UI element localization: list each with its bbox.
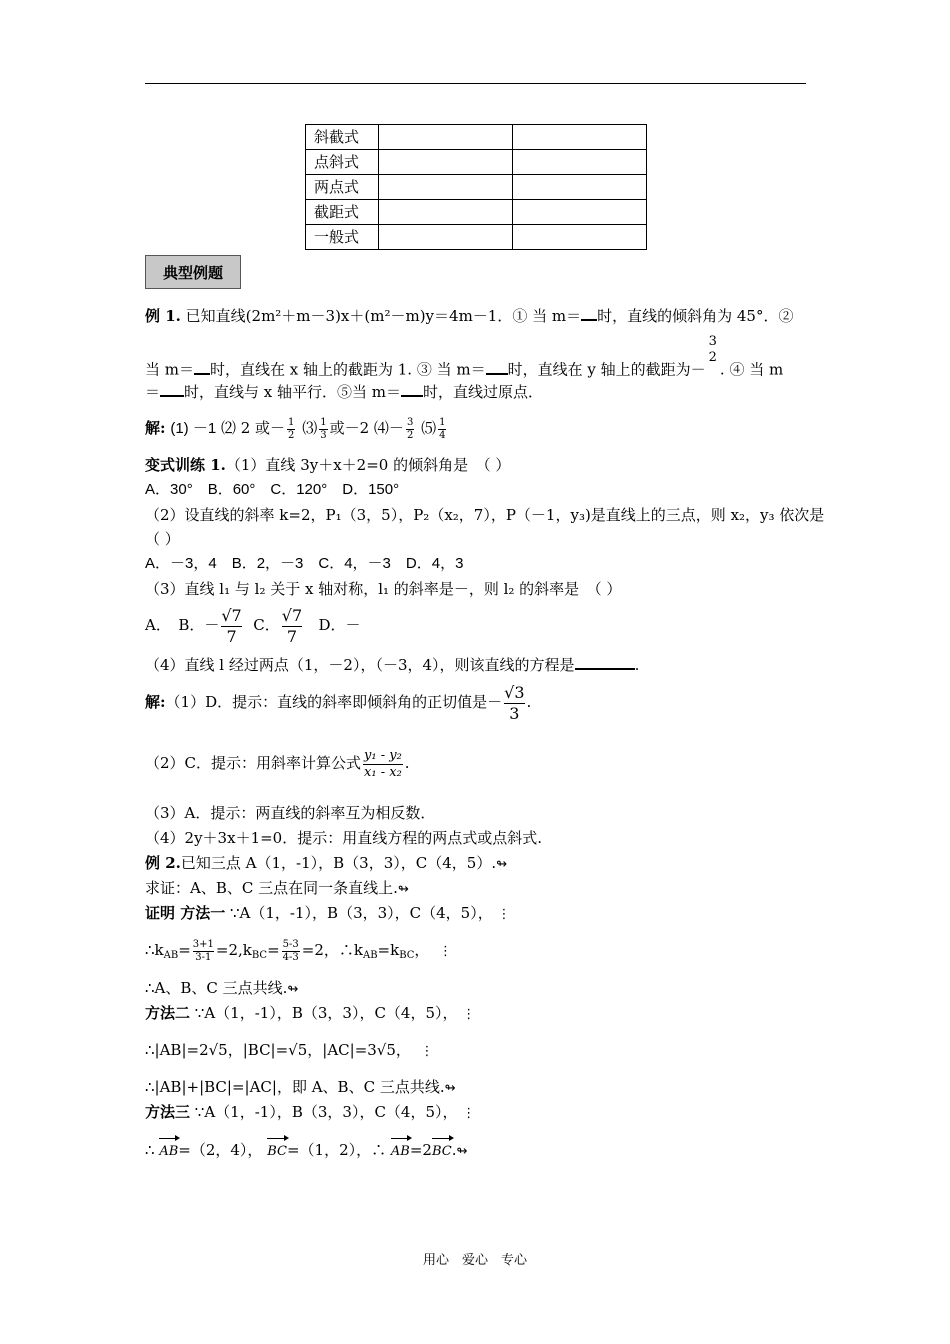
continuation-mark-icon: ⋮ xyxy=(462,1007,476,1022)
vector-calc: ∴ AB=（2，4）， BC=（1，2），∴ AB=2BC.↬ xyxy=(145,1140,467,1162)
table-cell: 两点式 xyxy=(306,175,379,200)
continuation-mark-icon: ⋮ xyxy=(438,944,452,959)
link-mark-icon: ↬ xyxy=(444,1081,456,1096)
fraction: $\frac{1}{2}$ xyxy=(288,416,295,441)
variant1-q4: （4）直线 l 经过两点（1，－2），（－3，4），则该直线的方程是 . xyxy=(145,656,640,674)
fraction: 3 2 xyxy=(708,334,717,365)
fraction: $\frac{√7}{7}$ xyxy=(281,606,303,646)
continuation-mark-icon: ⋮ xyxy=(420,1044,434,1059)
slope-calc: $\therefore k_{AB}=$ $\frac{3+1}{3-1}$ $=2,k_{BC}=$ $\frac{5-3}{4-3}$ =2，$\therefore k_{AB}=k_{BC}$， ⋮ xyxy=(145,938,452,963)
table-cell: 一般式 xyxy=(306,225,379,250)
table-row xyxy=(306,200,647,225)
collinear-conclusion2: ∴|AB|+|BC|=|AC|，即 A、B、C 三点共线.↬ xyxy=(145,1078,456,1096)
variant1-q3-options: A． B．－ $\frac{√7}{7}$ C． $\frac{√7}{7}$ D．－ xyxy=(145,606,361,646)
vector-AB: AB xyxy=(159,1142,178,1162)
fraction: $\frac{\text{y₁ - y₂}}{\text{x₁ - x₂}}$ xyxy=(364,747,402,780)
answer-blank xyxy=(194,359,210,375)
example1-line2: 当 m＝ 时，直线在 x 轴上的截距为 1. ③ 当 m＝ 时，直线在 y 轴上的截距为－ 3 2 . ④ 当 m xyxy=(145,334,784,379)
link-mark-icon: ↬ xyxy=(287,982,299,997)
proof-method1: 证明 方法一 ∵A（1，-1），B（3，3），C（4，5）， ⋮ xyxy=(145,904,511,922)
fraction: $\frac{√3}{3}$ xyxy=(504,683,525,723)
page-footer: 用心 爱心 专心 xyxy=(422,1253,527,1268)
link-mark-icon: ↬ xyxy=(496,857,507,872)
line-equation-forms-table xyxy=(305,124,647,250)
continuation-mark-icon: ⋮ xyxy=(497,907,511,922)
solution2-a4: （4）2y＋3x＋1=0．提示：用直线方程的两点式或点斜式. xyxy=(145,829,542,847)
example1-line1: 例 1. 已知直线(2m²＋m－3)x＋(m²－m)y＝4m－1．① 当 m＝ 时，直线的倾斜角为 45°．② xyxy=(145,307,794,325)
answer-blank xyxy=(575,654,635,670)
vector-BC: BC xyxy=(267,1142,287,1162)
answer-blank xyxy=(581,305,597,321)
fraction: $\frac{5-3}{4-3}$ xyxy=(282,938,299,963)
variant1-q3: （3）直线 l₁ 与 l₂ 关于 x 轴对称，l₁ 的斜率是－，则 l₂ 的斜率是 （ ） xyxy=(145,580,622,598)
collinear-conclusion1: ∴A、B、C 三点共线.↬ xyxy=(145,979,299,997)
table-row xyxy=(306,125,647,150)
continuation-mark-icon: ⋮ xyxy=(462,1106,476,1121)
example1-label: 例 1. xyxy=(145,307,181,325)
answer-blank xyxy=(401,381,423,397)
table-cell: 截距式 xyxy=(306,200,379,225)
fraction: $\frac{1}{3}$ xyxy=(320,416,327,441)
table-row xyxy=(306,175,647,200)
vector-AB: AB xyxy=(391,1142,410,1162)
answer-blank xyxy=(486,359,508,375)
header-rule xyxy=(145,83,806,84)
fraction: $\frac{3}{2}$ xyxy=(406,416,414,441)
example2-line1: 例 2.已知三点 A（1，-1），B（3，3），C（4，5）.↬ xyxy=(145,854,507,872)
fraction: $\frac{3+1}{3-1}$ xyxy=(192,938,214,963)
variant1-q1: 变式训练 1.（1）直线 3y＋x＋2=0 的倾斜角是 （ ） xyxy=(145,456,511,474)
link-mark-icon: ↬ xyxy=(456,1144,468,1159)
link-mark-icon: ↬ xyxy=(397,882,409,897)
distance-calc: ∴|AB|=2√5，|BC|=√5，|AC|=3√5， ⋮ xyxy=(145,1041,434,1059)
solution2-a1: 解:（1）D．提示：直线的斜率即倾斜角的正切值是－ $\frac{√3}{3}$ . xyxy=(145,683,532,723)
variant1-q2: （2）设直线的斜率 k=2，P₁（3，5），P₂（x₂，7），P（－1，y₃)是直线上的三点，则 x₂，y₃ 依次是 xyxy=(145,506,825,524)
table-row xyxy=(306,225,647,250)
proof-method3: 方法三 ∵A（1，-1），B（3，3），C（4，5）， ⋮ xyxy=(145,1103,476,1121)
proof-method2: 方法二 ∵A（1，-1），B（3，3），C（4，5）， ⋮ xyxy=(145,1004,476,1022)
variant1-q2-bracket: （ ） xyxy=(145,530,180,548)
answer-blank xyxy=(160,381,184,397)
variant1-q2-options: A．－3，4 B．2，－3 C．4，－3 D．4，3 xyxy=(145,555,464,572)
solution2-a2: （2）C．提示：用斜率计算公式 $\frac{\text{y₁ - y₂}}{\text{x₁ - x₂}}$ . xyxy=(145,747,410,780)
fraction: $\frac{1}{4}$ xyxy=(439,416,446,441)
table-cell: 斜截式 xyxy=(306,125,379,150)
fraction: $\frac{√7}{7}$ xyxy=(221,606,242,646)
example2-line2: 求证：A、B、C 三点在同一条直线上.↬ xyxy=(145,879,409,897)
table-cell: 点斜式 xyxy=(306,150,379,175)
vector-BC: BC xyxy=(432,1142,452,1162)
solution2-a3: （3）A．提示：两直线的斜率互为相反数． xyxy=(145,804,436,822)
variant1-q1-options: A．30° B．60° C．120° D．150° xyxy=(145,481,400,498)
section-header: 典型例题 xyxy=(145,255,241,289)
solution1: 解: (1) －1 ⑵ 2 或－ $\frac{1}{2}$ ⑶ $\frac{1}{3}$ 或－2 ⑷－ $\frac{3}{2}$ ⑸ $\frac{1}{4}$ xyxy=(145,416,446,441)
example1-line3: ＝ 时，直线与 x 轴平行．⑤当 m＝ 时，直线过原点． xyxy=(145,383,544,401)
table-row xyxy=(306,150,647,175)
